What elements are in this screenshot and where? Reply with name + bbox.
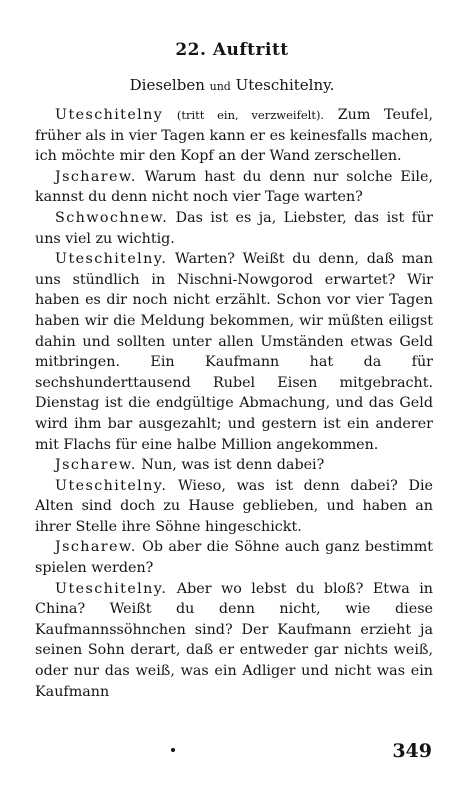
cast-line [0,76,464,94]
dialogue-paragraph [35,579,433,703]
dialogue-paragraph [35,208,433,249]
speaker-name: Uteschitelny. [55,580,168,597]
dialogue-paragraph [35,455,433,476]
speaker-name: Uteschitelny. [55,477,168,494]
speaker-name: Schwochnew. [55,209,169,226]
cast-dieselben: Dieselben [129,76,205,94]
printer-mark-dot [171,748,175,752]
spoken-text: Aber wo lebst du bloß? Etwa in China? Weißt du denn nicht, wie diese Kaufmannssöhnchen sind? Der Kaufmann erzieht ja seinen Sohn derart, daß er entweder gar nichts weiß, oder nur das weiß, was ein Adliger und nicht was ein Kaufmann [35,580,433,700]
speaker-name: Jscharew. [55,168,137,185]
spoken-text: Nun, was ist denn dabei? [136,457,325,474]
spoken-text: Wieso, was ist denn dabei? Die Alten sind doch zu Hause geblieben, und haben an ihrer Stelle ihre Söhne hingeschickt. [35,477,433,535]
dialogue-paragraph [35,537,433,578]
dialogue-paragraph [35,167,433,208]
spoken-text: Zum Teufel, früher als in vier Tagen kann er es keinesfalls machen, ich möchte mir den Kopf an der Wand zerschellen. [35,107,433,165]
stage-direction: (tritt ein, verzweifelt). [176,108,325,122]
speaker-name: Jscharew. [55,457,137,474]
spoken-text: Ob aber die Söhne auch ganz bestimmt spielen werden? [35,539,433,577]
spoken-text: Warten? Weißt du denn, daß man uns stündlich in Nischni-Nowgorod erwartet? Wir haben es dir noch nicht erzählt. Schon vor vier Tagen haben wir die Meldung bekommen, wir müßten eiligst dahin und sollten unter allen Umständen etwas Geld mitbringen. Ein Kaufmann hat da für sechshunderttausend Rubel Eisen mitgebracht. Dienstag ist die endgültige Abmachung, und das Geld wird ihm bar ausgezahlt; und gestern ist ein anderer mit Flachs für eine halbe Million angekommen. [35,251,433,453]
speaker-name: Uteschitelny [55,107,164,123]
dialogue-paragraph [35,105,433,167]
dialogue-text [35,105,433,702]
speaker-name: Uteschitelny. [55,251,168,268]
dialogue-paragraph [35,249,433,455]
speaker-name: Jscharew. [55,539,137,556]
scene-title: 22. Auftritt [175,40,289,60]
cast-uteschitelny: Uteschitelny. [235,76,335,94]
cast-und: und [209,80,231,93]
spoken-text: Das ist es ja, Liebster, das ist für uns viel zu wichtig. [35,209,433,247]
spoken-text: Warum hast du denn nur solche Eile, kannst du denn nicht noch vier Tage warten? [35,168,433,206]
dialogue-paragraph [35,476,433,538]
page-number: 349 [392,740,432,762]
